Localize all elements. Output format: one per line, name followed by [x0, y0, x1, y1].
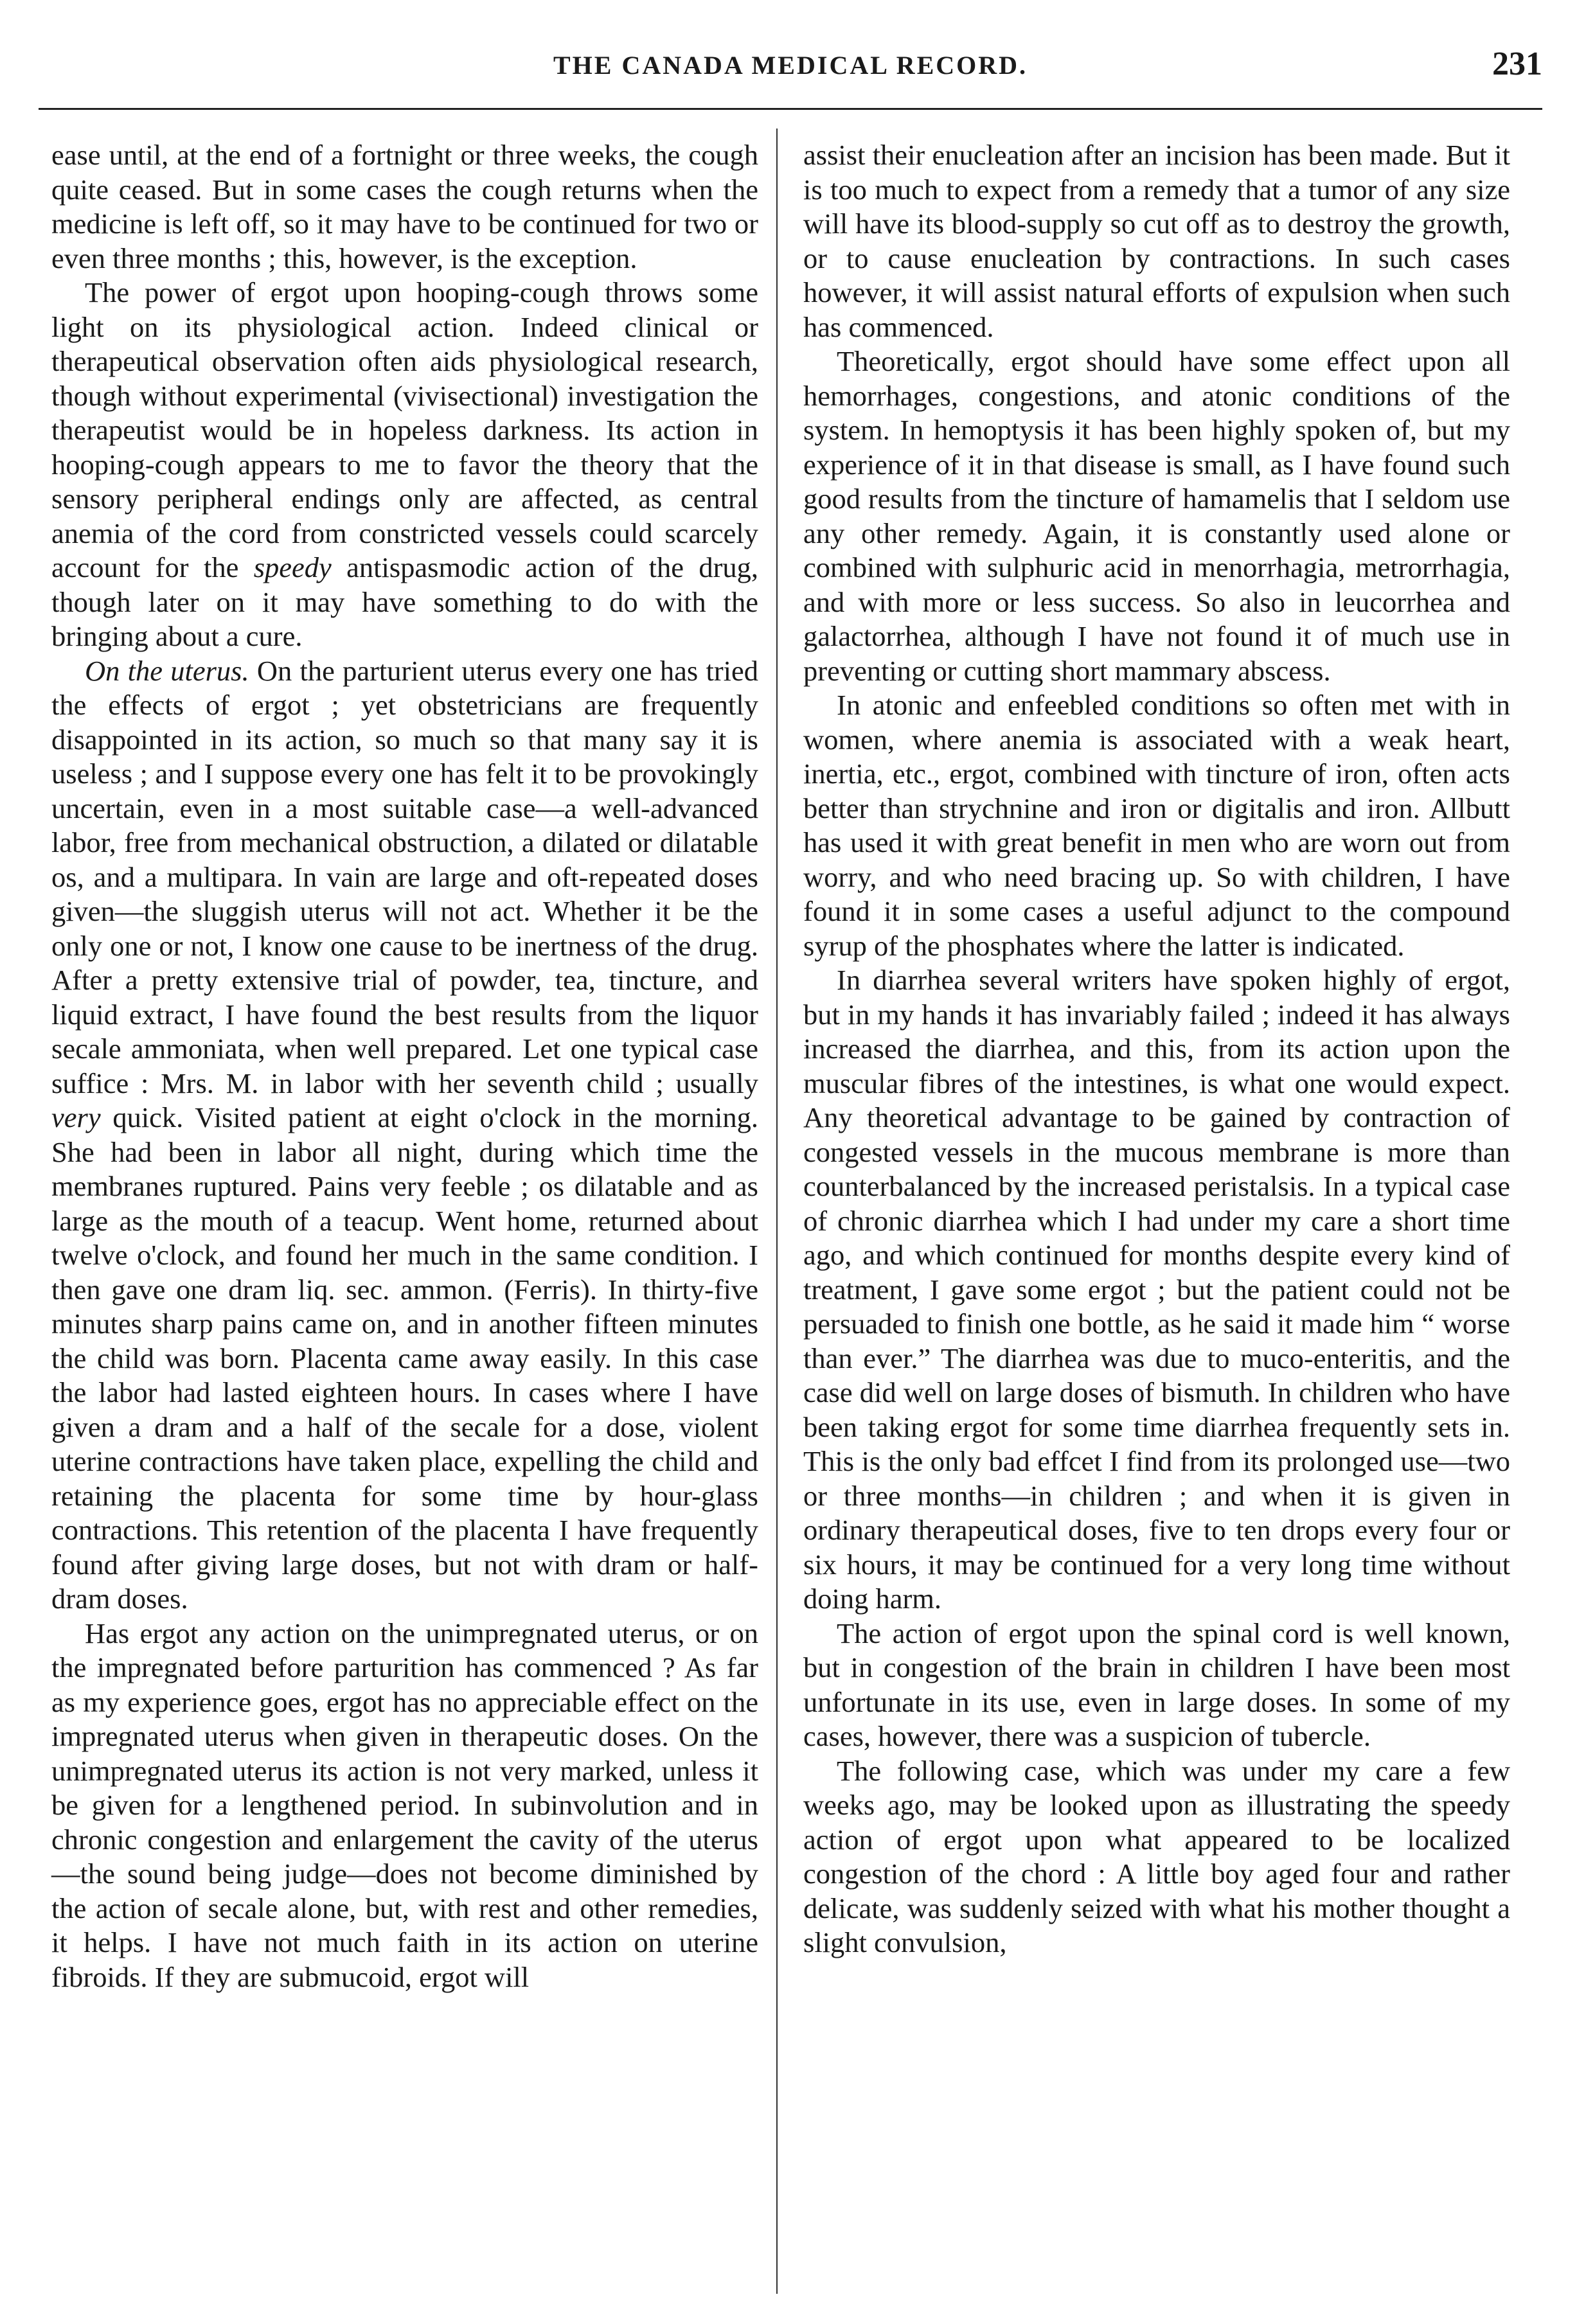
paragraph-spinal-cord: The action of ergot upon the spinal cord is well known, but in congestion of the brain in children I have been most unfortunate in its use, even in large doses. In some of my cases, however, there was a suspicion of tubercle. [803, 1617, 1510, 1752]
running-header [39, 46, 1542, 102]
page-number: 231 [1492, 46, 1542, 82]
paragraph-continuation: ease until, at the end of a fortnight or three weeks, the cough quite ceased. But in some cases the cough returns when the medicine is left off, so it may have to be continued for two or even three months ; this, however, is the exception. [51, 139, 758, 274]
paragraph-continuation: assist their enucleation after an incision has been made. But it is too much to expect from a remedy that a tumor of any size will have its blood-supply so cut off as to destroy the growth, or to cause enucleation by contractions. In such cases however, it will assist natural efforts of expulsion when such has commenced. [803, 139, 1510, 343]
paragraph-text: antispasmodic action of the drug, though later on it may have something to do with the bringing about a cure. [51, 551, 759, 652]
paragraph-text: The power of ergot upon hooping-cough throws some light on its physiological action. Indeed clinical or therapeutical observation often aids physiological research, though without experimental (vivisectional) investigation the therapeutist would be in hopeless darkness. Its action in hooping-cough appears to me to favor the theory that the sensory peripheral endings only are affected, as central anemia of the cord from constricted vessels could scarcely account for the [51, 276, 758, 583]
paragraph-text: quick. Visited patient at eight o'clock in the morning. She had been in labor all night, during which time the membranes ruptured. Pains very feeble ; os dilatable and as large as the mouth of a teacup. Went home, returned about twelve o'clock, and found her much in the same condition. I then gave one dram liq. sec. ammon. (Ferris). In thirty-five minutes sharp pains came on, and in another fifteen minutes the child was born. Placenta came away easily. In this case the labor had lasted eighteen hours. In cases where I have given a dram and a half of the secale for a dose, violent uterine contractions have taken place, expelling the child and retaining the placenta for some time by hour-glass contractions. This retention of the placenta I have frequently found after giving large doses, but not with dram or half-dram doses. [51, 1101, 758, 1615]
paragraph-text: On the parturient uterus every one has tried the effects of ergot ; yet obstetricians are frequently disappointed in its action, so much so that many say it is useless ; and I suppose every one has felt it to be provokingly uncertain, even in a most suitable case—a well-advanced labor, free from mechanical obstruction, a dilated or dilatable os, and a multipara. In vain are large and oft-repeated doses given—the sluggish uterus will not act. Whether it be the only one or not, I know one cause to be inertness of the drug. After a pretty extensive trial of powder, tea, tincture, and liquid extract, I have found the best results from the liquor secale ammoniata, when well prepared. Let one typical case suffice : Mrs. M. in labor with her seventh child ; usually [51, 654, 758, 1099]
paragraph-hooping-cough [51, 276, 758, 654]
paragraph-hemorrhages: Theoretically, ergot should have some effect upon all hemorrhages, congestions, and atonic conditions of the system. In hemoptysis it has been highly spoken of, but my experience of it in that disease is small, as I have found such good results from the tincture of hamamelis that I seldom use any other remedy. Again, it is constantly used alone or combined with sulphuric acid in menorrhagia, metrorrhagia, and with more or less success. So also in leucorrhea and galactorrhea, although I have not found it of much use in preventing or cutting short mammary abscess. [803, 345, 1510, 687]
emphasis-text: very [51, 1101, 101, 1133]
paragraph-uterus [51, 654, 758, 1617]
paragraph-atonic: In atonic and enfeebled conditions so often met with in women, where anemia is associated with a weak heart, inertia, etc., ergot, combined with tincture of iron, often acts better than strychnine and iron or digitalis and iron. Allbutt has used it with great benefit in men who are worn out from worry, and who need bracing up. So with children, I have found it in some cases a useful adjunct to the compound syrup of the phosphates where the latter is indicated. [803, 689, 1510, 962]
column-divider [776, 129, 778, 2294]
section-heading-uterus: On the uterus. [85, 654, 249, 687]
header-rule [39, 108, 1542, 110]
left-column [51, 138, 758, 1994]
paragraph-unimpregnated: Has ergot any action on the unimpregnated uterus, or on the impregnated before parturition has commenced ? As far as my experience goes, ergot has no appreciable effect on the impregnated uterus when given in therapeutic doses. On the unimpregnated uterus its action is not very marked, unless it be given for a lengthened period. In subinvolution and in chronic congestion and enlargement the cavity of the uterus—the sound being judge—does not become diminished by the action of secale alone, but, with rest and other remedies, it helps. I have not much faith in its action on uterine fibroids. If they are submucoid, ergot will [51, 1617, 758, 1993]
emphasis-text: speedy [253, 551, 332, 583]
running-title: THE CANADA MEDICAL RECORD. [553, 51, 1028, 80]
paragraph-diarrhea: In diarrhea several writers have spoken highly of ergot, but in my hands it has invariably failed ; indeed it has always increased the diarrhea, and this, from its action upon the muscular fibres of the intestines, is what one would expect. Any theoretical advantage to be gained by contraction of congested vessels in the mucous membrane is more than counterbalanced by the increased peristalsis. In a typical case of chronic diarrhea which I had under my care a short time ago, and which continued for months despite every kind of treatment, I gave some ergot ; but the patient could not be persuaded to finish one bottle, as he said it made him “ worse than ever.” The diarrhea was due to muco-enteritis, and the case did well on large doses of bismuth. In children who have been taking ergot for some time diarrhea frequently sets in. This is the only bad effcet I find from its prolonged use—two or three months—in children ; and when it is given in ordinary therapeutical doses, five to ten drops every four or six hours, it may be continued for a very long time without doing harm. [803, 964, 1510, 1615]
paragraph-case: The following case, which was under my care a few weeks ago, may be looked upon as illustrating the speedy action of ergot upon what appeared to be localized congestion of the chord : A little boy aged four and rather delicate, was suddenly seized with what his mother thought a slight convulsion, [803, 1754, 1510, 1958]
right-column [803, 138, 1510, 1960]
